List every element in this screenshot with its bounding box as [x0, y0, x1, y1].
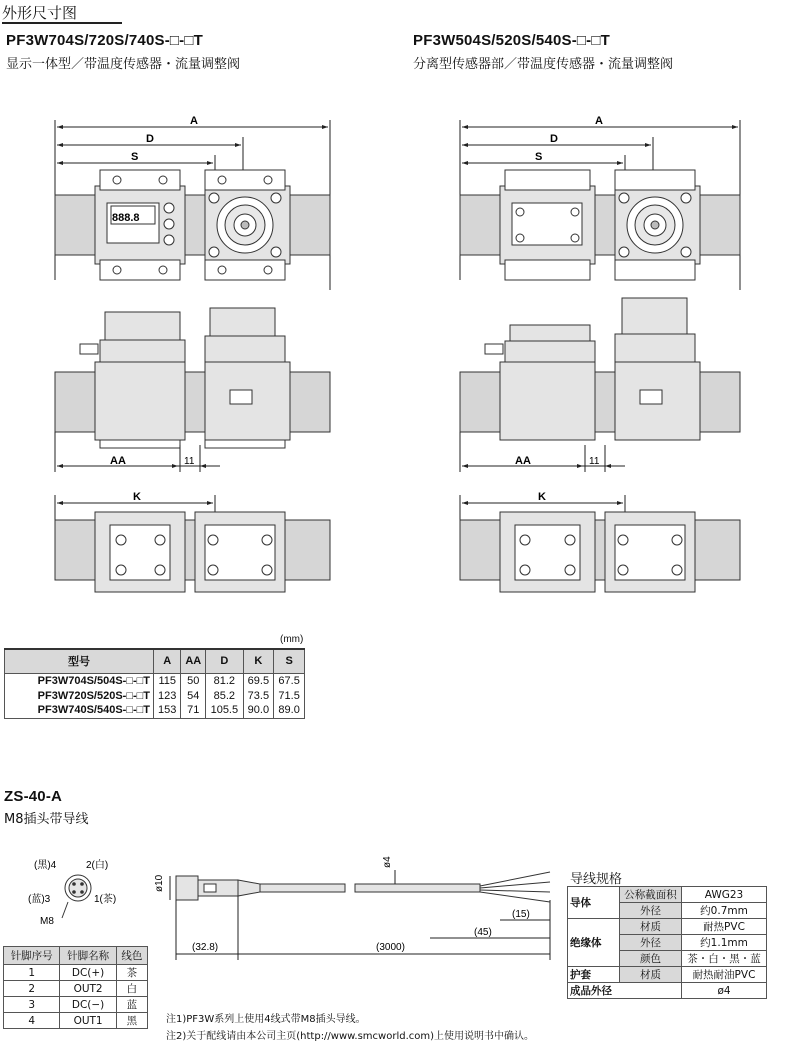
- spec-value: 约0.7mm: [682, 903, 767, 919]
- col-header: D: [206, 649, 243, 673]
- wire-color: 白: [116, 981, 147, 997]
- value-cell: 50: [181, 673, 206, 688]
- page-header: 外形尺寸图: [2, 4, 78, 22]
- value-cell: 81.2: [206, 673, 243, 688]
- spec-value: 茶・白・黑・蓝: [682, 951, 767, 967]
- pin4-label: (黑)4: [34, 860, 57, 871]
- value-cell: 90.0: [243, 703, 274, 718]
- footnote-2: 注2)关于配线请由本公司主页(http://www.smcworld.com)上使用说明书中确认。: [166, 1031, 535, 1042]
- pin-no: 2: [4, 981, 60, 997]
- spec-title: 导线规格: [570, 872, 623, 887]
- spec-group: 绝缘体: [568, 919, 620, 967]
- spec-value: 约1.1mm: [682, 935, 767, 951]
- pin-no: 1: [4, 965, 60, 981]
- table-row: [4, 981, 148, 997]
- pin2-label: 2(白): [86, 860, 109, 871]
- model-cell: PF3W740S/540S-□-□T: [5, 703, 154, 718]
- spec-label: 颜色: [620, 951, 682, 967]
- value-cell: 89.0: [274, 703, 305, 718]
- dim-45-label: (45): [474, 927, 492, 938]
- dim-11-label: 11: [184, 456, 195, 467]
- right-model-title: PF3W504S/520S/540S-□-□T: [413, 32, 610, 49]
- table-row: [4, 1013, 148, 1029]
- right-drawing: [400, 100, 790, 620]
- pin-no: 3: [4, 997, 60, 1013]
- table-row: [5, 673, 305, 688]
- left-drawing: [0, 100, 395, 620]
- model-cell: PF3W720S/520S-□-□T: [5, 688, 154, 703]
- value-cell: 67.5: [274, 673, 305, 688]
- dim-32-8-label: (32.8): [192, 942, 219, 953]
- left-subtitle: 显示一体型／带温度传感器・流量调整阀: [6, 57, 241, 72]
- value-cell: 153: [154, 703, 181, 718]
- cable-title: ZS-40-A: [4, 788, 63, 805]
- table-row: [5, 703, 305, 718]
- col-header: 线色: [116, 947, 147, 965]
- right-subtitle: 分离型传感器部／带温度传感器・流量调整阀: [413, 57, 674, 72]
- dim-K-label: K: [133, 491, 141, 503]
- col-header: K: [243, 649, 274, 673]
- value-cell: 69.5: [243, 673, 274, 688]
- cable-drawing: [140, 850, 560, 970]
- col-header: S: [274, 649, 305, 673]
- cable-subtitle: M8插头带导线: [4, 812, 89, 827]
- unit-label: (mm): [280, 634, 304, 645]
- spec-value: 耐热PVC: [682, 919, 767, 935]
- value-cell: 54: [181, 688, 206, 703]
- pin-no: 4: [4, 1013, 60, 1029]
- dim-S-label: S: [131, 151, 139, 163]
- spec-label: 公称截面积: [620, 887, 682, 903]
- table-row: [4, 997, 148, 1013]
- spec-label: 材质: [620, 919, 682, 935]
- value-cell: 71.5: [274, 688, 305, 703]
- footnote-1: 注1)PF3W系列上使用4线式带M8插头导线。: [166, 1014, 366, 1025]
- value-cell: 115: [154, 673, 181, 688]
- spec-label: 外径: [620, 935, 682, 951]
- col-header: A: [154, 649, 181, 673]
- value-cell: 123: [154, 688, 181, 703]
- dim-D-label-right: D: [550, 133, 558, 145]
- col-header: AA: [181, 649, 206, 673]
- spec-group: 成品外径: [568, 983, 682, 999]
- spec-group: 导体: [568, 887, 620, 919]
- m8-label: M8: [40, 916, 54, 927]
- dim-D-label: D: [146, 133, 154, 145]
- dim-A-label: A: [190, 115, 198, 127]
- pin1-label: 1(茶): [94, 894, 117, 905]
- model-cell: PF3W704S/504S-□-□T: [5, 673, 154, 688]
- pin-name: DC(+): [60, 965, 116, 981]
- col-header: 针脚序号: [4, 947, 60, 965]
- pin-name: OUT1: [60, 1013, 116, 1029]
- col-header: 型号: [5, 649, 154, 673]
- connector-face-diagram: [0, 850, 160, 940]
- value-cell: 85.2: [206, 688, 243, 703]
- table-row: [4, 965, 148, 981]
- left-model-title: PF3W704S/720S/740S-□-□T: [6, 32, 203, 49]
- pin-table: [3, 946, 148, 1029]
- spec-group: 护套: [568, 967, 620, 983]
- dimension-table: [4, 648, 305, 719]
- wire-color: 黑: [116, 1013, 147, 1029]
- dim-3000-label: (3000): [376, 942, 405, 953]
- dim-d10-label: ø10: [154, 874, 165, 892]
- spec-value: ø4: [682, 983, 767, 999]
- spec-label: 材质: [620, 967, 682, 983]
- pin-name: OUT2: [60, 981, 116, 997]
- wire-spec-table: [567, 886, 767, 999]
- dim-AA-label-right: AA: [515, 455, 531, 467]
- pin3-label: (蓝)3: [28, 894, 51, 905]
- display-readout: 888.8: [112, 212, 140, 224]
- value-cell: 105.5: [206, 703, 243, 718]
- dim-15-label: (15): [512, 909, 530, 920]
- col-header: 针脚名称: [60, 947, 116, 965]
- dim-d4-label: ø4: [382, 856, 393, 868]
- spec-value: 耐热耐油PVC: [682, 967, 767, 983]
- dim-A-label-right: A: [595, 115, 603, 127]
- wire-color: 茶: [116, 965, 147, 981]
- table-row: [5, 688, 305, 703]
- dim-11-label-right: 11: [589, 456, 600, 467]
- spec-label: 外径: [620, 903, 682, 919]
- dim-AA-label: AA: [110, 455, 126, 467]
- pin-name: DC(−): [60, 997, 116, 1013]
- spec-value: AWG23: [682, 887, 767, 903]
- header-rule: [2, 22, 122, 24]
- dim-K-label-right: K: [538, 491, 546, 503]
- wire-color: 蓝: [116, 997, 147, 1013]
- dim-S-label-right: S: [535, 151, 543, 163]
- value-cell: 73.5: [243, 688, 274, 703]
- value-cell: 71: [181, 703, 206, 718]
